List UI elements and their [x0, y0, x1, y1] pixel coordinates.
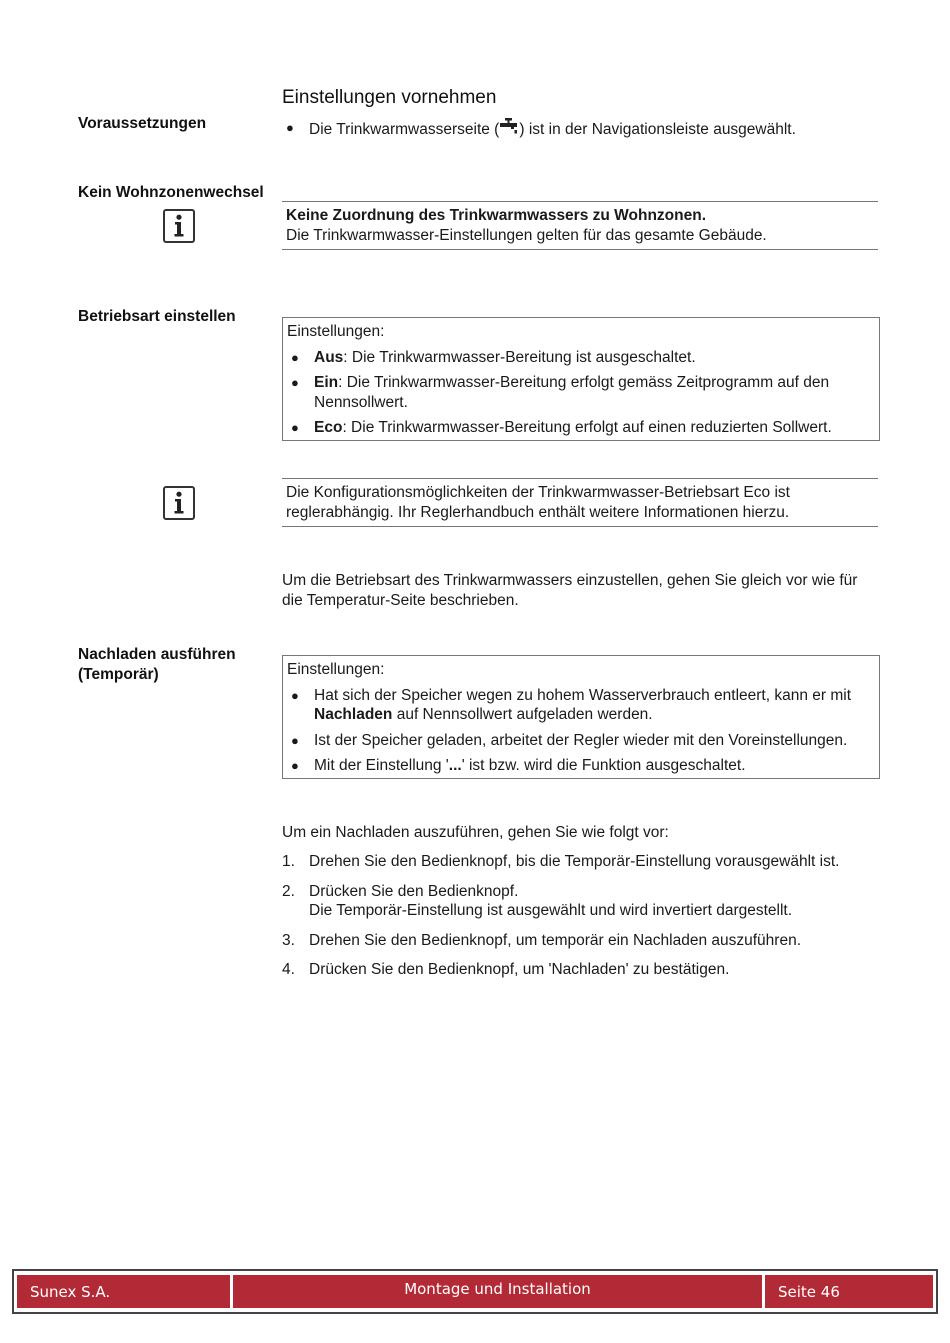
prerequisite-text-end: ) ist in der Navigationsleiste ausgewählt. — [519, 121, 796, 138]
mode-term: Ein — [314, 374, 339, 391]
sidebar-label-recharge — [78, 645, 236, 685]
step-item — [282, 882, 870, 921]
recharge-settings-box — [282, 655, 880, 779]
bullet-icon: ● — [291, 732, 299, 748]
step-number: 3. — [282, 931, 295, 949]
note-no-zone-assignment — [282, 201, 878, 250]
list-item — [287, 686, 875, 725]
footer-company: Sunex S.A. — [17, 1275, 230, 1308]
tap-icon — [499, 118, 519, 135]
info-icon — [163, 486, 195, 520]
note-text: Die Konfigurationsmöglichkeiten der Trinkwarmwasser-Betriebsart Eco ist reglerabhängig. Ihr Reglerhandbuch enthält weitere Informationen hierzu. — [286, 484, 790, 521]
step-main-text: Drücken Sie den Bedienknopf. — [309, 882, 519, 900]
list-item — [287, 756, 875, 776]
step-text: Drehen Sie den Bedienknopf, um temporär ein Nachladen auszuführen. — [309, 931, 802, 949]
mode-description: : Die Trinkwarmwasser-Bereitung erfolgt auf einen reduzierten Sollwert. — [342, 419, 832, 436]
info-glyph-icon — [172, 491, 186, 515]
step-item — [282, 931, 870, 951]
step-item — [282, 960, 870, 980]
bullet-icon: ● — [291, 349, 299, 365]
list-item — [287, 373, 875, 412]
recharge-item-text-end: auf Nennsollwert aufgeladen werden. — [392, 706, 653, 723]
recharge-term: Nachladen — [314, 706, 393, 723]
footer-title: Montage und Installation — [233, 1275, 762, 1308]
prerequisite-item — [282, 118, 870, 140]
step-item — [282, 852, 870, 872]
settings-header: Einstellungen: — [287, 661, 385, 678]
prerequisite-text-start: Die Trinkwarmwasserseite ( — [309, 121, 500, 138]
mode-off-text — [314, 348, 696, 368]
sidebar-label-prerequisites: Voraussetzungen — [78, 115, 207, 132]
bullet-icon: ● — [286, 120, 294, 135]
bullet-icon: ● — [291, 420, 299, 435]
steps-list — [282, 852, 870, 990]
step-sub-text: Die Temporär-Einstellung ist ausgewählt und wird invertiert dargestellt. — [309, 902, 793, 919]
mode-term: Aus — [314, 348, 344, 366]
recharge-item-text-start: Mit der Einstellung ' — [314, 757, 449, 774]
recharge-item-text — [314, 686, 875, 725]
sidebar-label-recharge-line1: Nachladen ausführen — [78, 646, 236, 663]
sidebar-label-no-zone-change: Kein Wohnzonenwechsel — [78, 184, 264, 201]
settings-header: Einstellungen: — [287, 323, 385, 340]
recharge-item-text: Ist der Speicher geladen, arbeitet der Regler wieder mit den Voreinstellungen. — [314, 731, 848, 749]
sidebar-label-set-mode: Betriebsart einstellen — [78, 308, 236, 325]
mode-on-text — [314, 373, 875, 412]
recharge-item-text-start: Hat sich der Speicher wegen zu hohem Wasserverbrauch entleert, kann er mit — [314, 686, 852, 704]
list-item — [287, 348, 875, 368]
footer-page-number: Seite 46 — [765, 1275, 933, 1308]
step-text: Drücken Sie den Bedienknopf, um 'Nachladen' zu bestätigen. — [309, 961, 730, 978]
list-item — [287, 731, 875, 751]
step-number: 2. — [282, 882, 295, 900]
bullet-icon: ● — [291, 687, 299, 703]
recharge-item-text — [314, 756, 746, 776]
page-title: Einstellungen vornehmen — [282, 87, 497, 108]
step-text: Drehen Sie den Bedienknopf, bis die Temporär-Einstellung vorausgewählt ist. — [309, 853, 840, 870]
page-footer — [12, 1269, 938, 1314]
note-text: Die Trinkwarmwasser-Einstellungen gelten für das gesamte Gebäude. — [286, 226, 767, 244]
info-glyph-icon — [172, 214, 186, 238]
recharge-term: ... — [448, 757, 462, 774]
step-number: 1. — [282, 853, 295, 870]
mode-description: : Die Trinkwarmwasser-Bereitung ist ausgeschaltet. — [343, 348, 696, 366]
info-icon — [163, 209, 195, 243]
bullet-icon: ● — [291, 375, 299, 390]
mode-eco-text — [314, 418, 832, 438]
note-config-options — [282, 478, 878, 527]
mode-instruction: Um die Betriebsart des Trinkwarmwassers einzustellen, gehen Sie gleich vor wie für die Temperatur-Seite beschrieben. — [282, 572, 858, 609]
sidebar-label-recharge-line2: (Temporär) — [78, 666, 159, 683]
recharge-item-text-end: ' ist bzw. wird die Funktion ausgeschaltet. — [461, 757, 746, 774]
recharge-intro: Um ein Nachladen auszuführen, gehen Sie wie folgt vor: — [282, 824, 669, 841]
prerequisite-text — [309, 118, 796, 140]
mode-description: : Die Trinkwarmwasser-Bereitung erfolgt gemäss Zeitprogramm auf den Nennsollwert. — [314, 374, 830, 411]
mode-term: Eco — [314, 419, 343, 436]
note-title: Keine Zuordnung des Trinkwarmwassers zu Wohnzonen. — [286, 207, 706, 224]
bullet-icon: ● — [291, 758, 299, 773]
step-text — [309, 882, 792, 921]
list-item — [287, 418, 875, 438]
step-number: 4. — [282, 961, 295, 978]
mode-settings-box — [282, 317, 880, 441]
